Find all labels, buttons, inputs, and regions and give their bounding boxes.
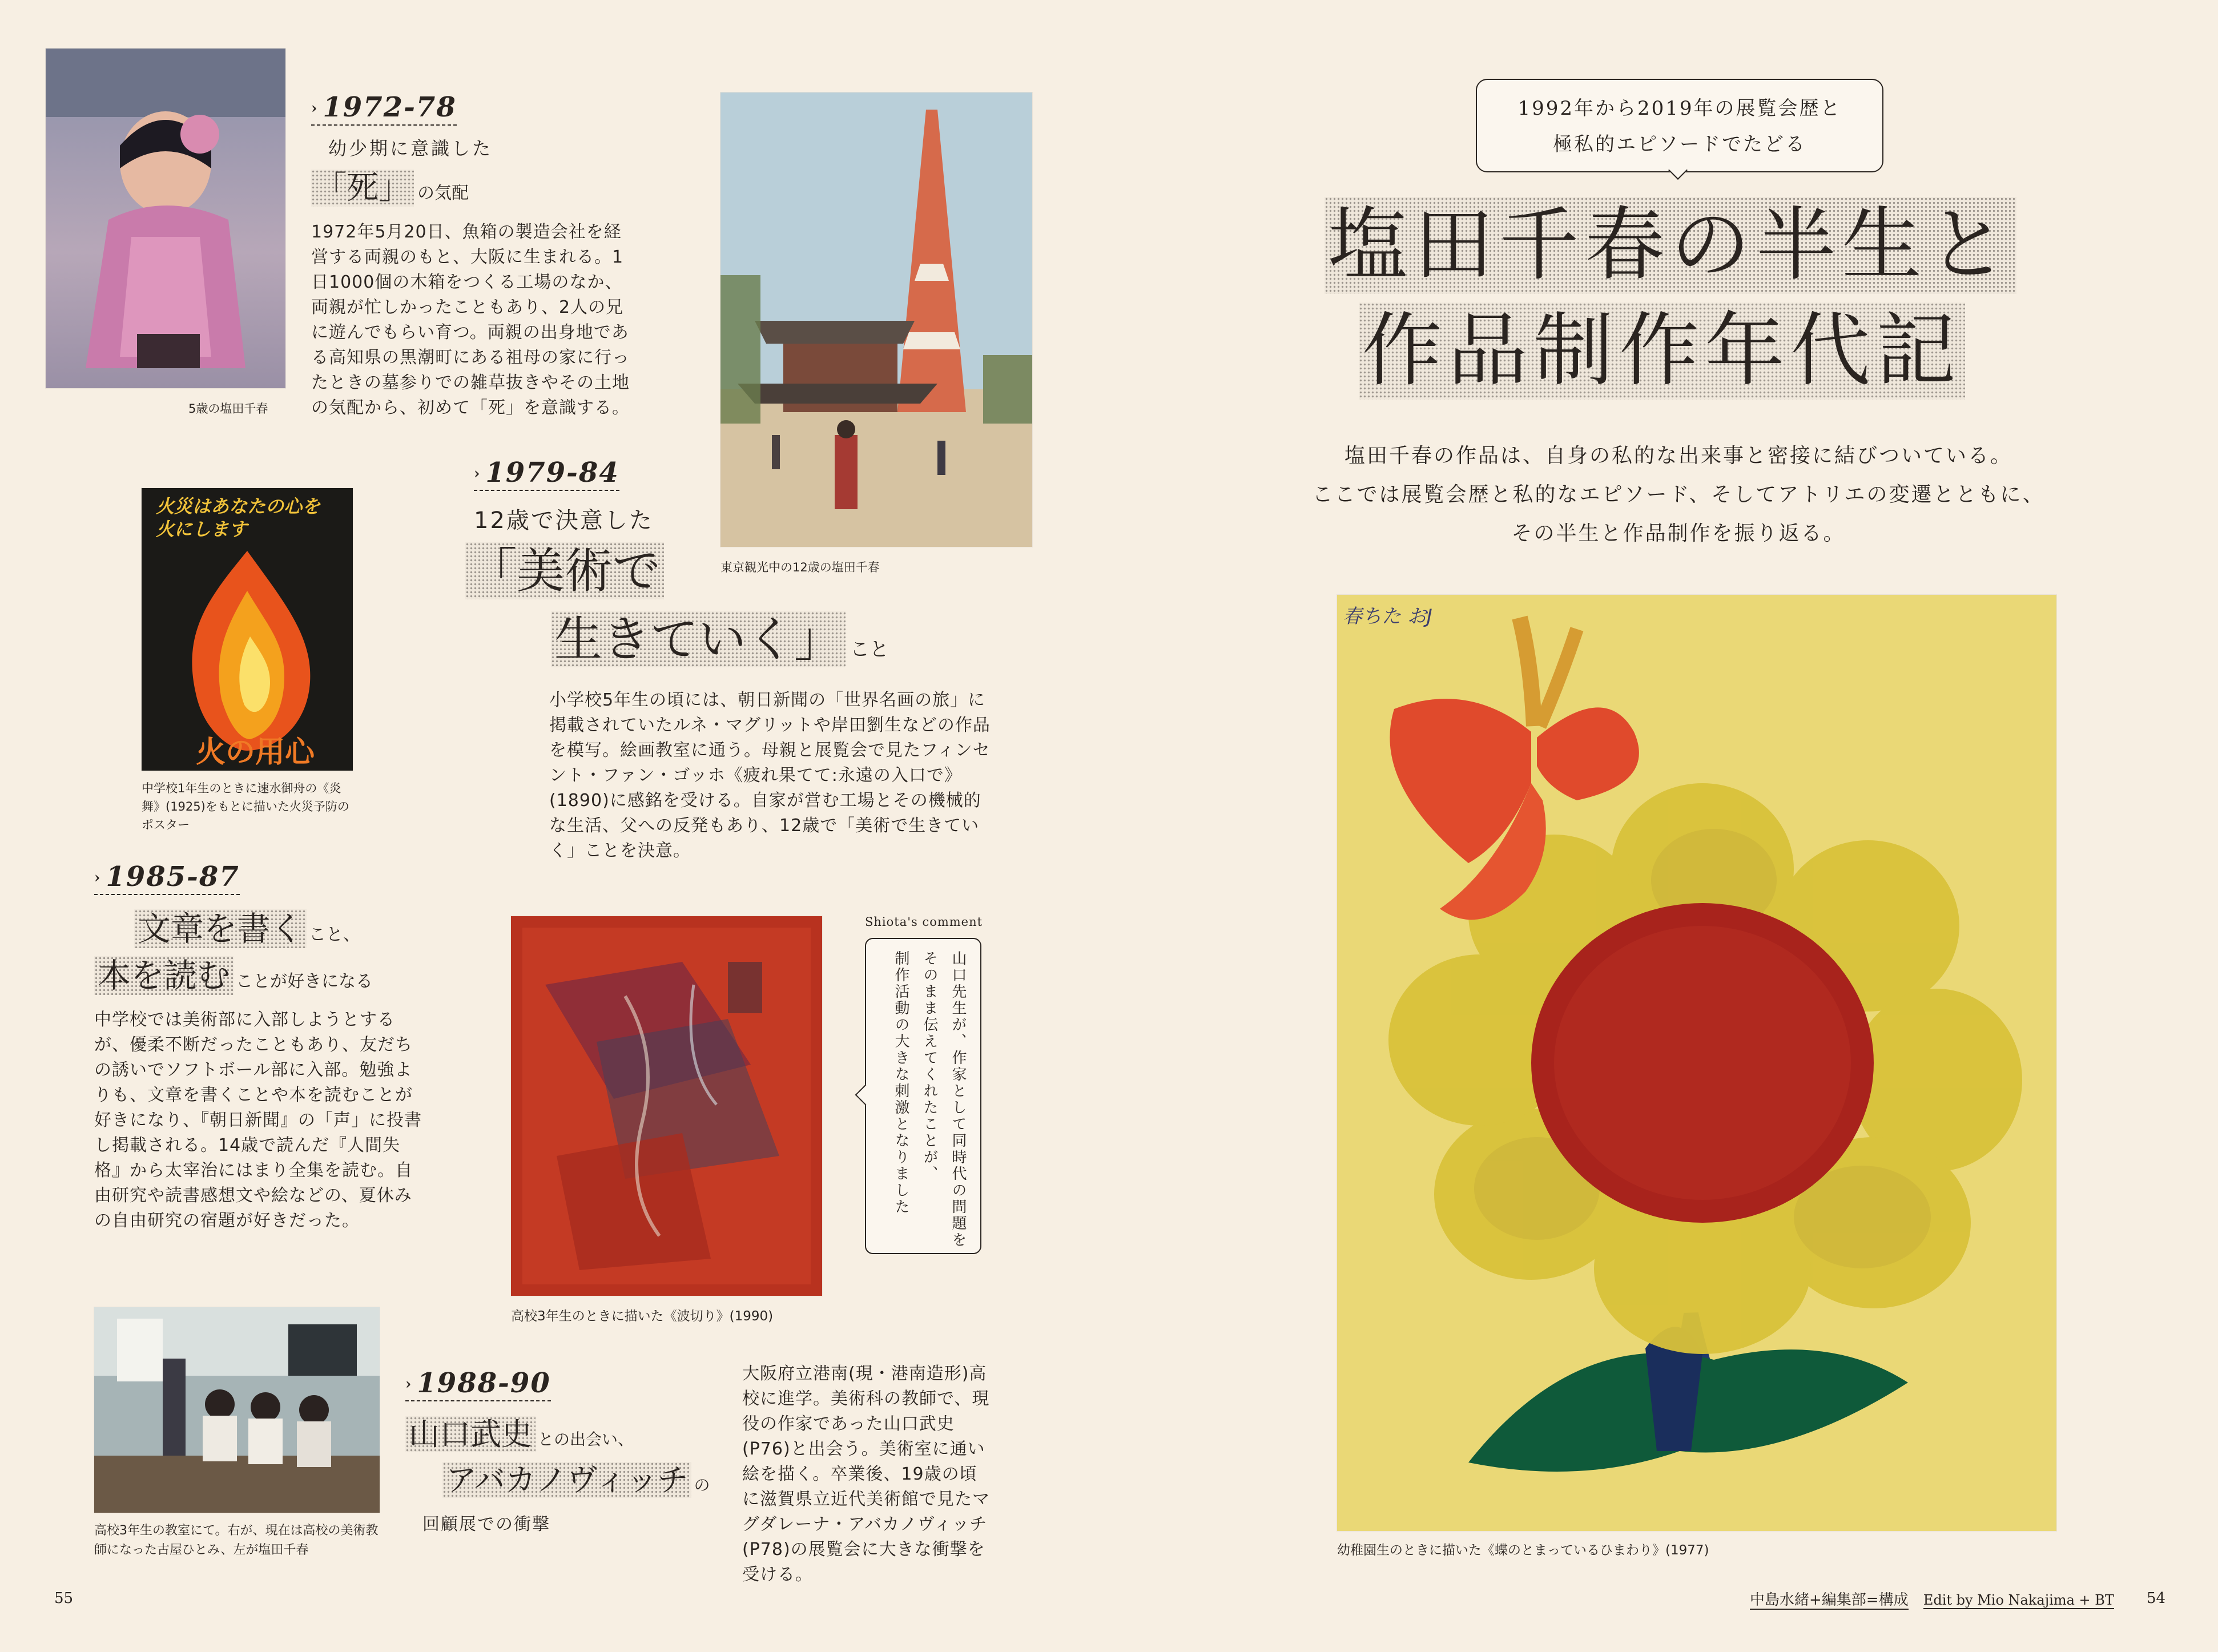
sec1985-heading-line1 (134, 902, 360, 950)
sec1979-heading-line1: 12歳で決意した (474, 507, 654, 534)
poster-fire-prevention (142, 488, 353, 771)
sec1979-heading-big1: 「美術で (465, 542, 664, 599)
year-1979-84-label: 1979-84 (485, 457, 619, 489)
photo-tokyo-tower-image (720, 92, 1032, 547)
page-number-right: 54 (2147, 1590, 2166, 1607)
lead-line1: 塩田千春の作品は、自身の私的な出来事と密接に結びついている。 (1344, 444, 2012, 468)
painting-namikiri-caption: 高校3年生のときに描いた《波切り》(1990) (511, 1309, 774, 1324)
intro-bubble (1476, 79, 1883, 172)
photo-tokyo-tower-caption: 東京観光中の12歳の塩田千春 (720, 561, 880, 574)
sec1988-heading-line3: 回顧展での衝撃 (422, 1514, 550, 1534)
sec1988-body: 大阪府立港南(現・港南造形)高校に進学。美術科の教師で、現役の作家であった山口武史(P76)と出会う。美術室に通い絵を描く。卒業後、19歳の頃に滋賀県立近代美術館で見たマグダレーナ・アバカノヴィッチ(P78)の展覧会に大きな衝撃を受ける。 (742, 1364, 990, 1585)
comment-col1: 山口先生が、作家として同時代の問題を (949, 950, 967, 1248)
credit (1750, 1588, 2114, 1609)
sec1979-body: 小学校5年生の頃には、朝日新聞の「世界名画の旅」に掲載されていたルネ・マグリットや岸田劉生などの作品を模写。絵画教室に通う。母親と展覧会で見たフィンセント・ファン・ゴッホ《疲れ果てて:永遠の入口で》(1890)に感銘を受ける。自家が営む工場とその機械的な生活、父への反発もあり、12歳で「美術で生きていく」ことを決意。 (549, 690, 991, 861)
page-title-line2: 作品制作年代記 (1359, 303, 1965, 400)
sec1985-heading-big2: 本を読む (94, 956, 234, 995)
painting-sunflower-inscription: 春ちた おJ (1343, 605, 1432, 628)
painting-sunflower (1337, 595, 2056, 1531)
sec1972-heading-small: の気配 (417, 183, 469, 203)
sec1979-heading-small: こと (850, 638, 889, 661)
sec1988-heading-big1: 山口武史 (405, 1416, 536, 1452)
photo-classroom (94, 1307, 380, 1513)
sec1985-heading-line2 (94, 949, 373, 997)
painting-sunflower-caption: 幼稚園生のときに描いた《蝶のとまっているひまわり》(1977) (1337, 1543, 1709, 1558)
intro-bubble-line1: 1992年から2019年の展覧会歴と (1517, 97, 1842, 120)
year-1979-84: › 1979-84 (474, 457, 619, 491)
year-1988-90-label: 1988-90 (417, 1367, 551, 1399)
poster-top-text: 火災はあなたの心を火にします (156, 495, 321, 540)
comment-bubble-tail (855, 1085, 876, 1106)
sec1985-heading-small2: ことが好きになる (236, 972, 373, 992)
credit-jp: 中島水緒+編集部=構成 (1750, 1591, 1909, 1609)
comment-label: Shiota's comment (865, 915, 983, 929)
photo-child-kimono-image (46, 49, 285, 388)
page-number-left: 55 (54, 1590, 74, 1607)
credit-en: Edit by Mio Nakajima + BT (1923, 1592, 2114, 1608)
sec1972-heading-big: 「死」 (311, 170, 414, 207)
sec1985-body: 中学校では美術部に入部しようとするが、優柔不断だったこともあり、友だちの誘いでソフトボール部に入部。勉強よりも、文章を書くことや本を読むことが好きになり、『朝日新聞』の「声」に投書し掲載される。14歳で読んだ『人間失格』から太宰治にはまり全集を読む。自由研究や読書感想文や絵などの、夏休みの自由研究の宿題が好きだった。 (94, 1010, 422, 1231)
sec1972-heading (311, 163, 469, 208)
year-1985-87-label: 1985-87 (106, 861, 240, 893)
painting-namikiri-image (511, 916, 822, 1296)
photo-classroom-image (94, 1307, 380, 1513)
lead-line2: ここでは展覧会歴と私的なエピソード、そしてアトリエの変遷とともに、 (1312, 483, 2045, 506)
sec1988-heading-line2 (442, 1456, 710, 1500)
year-1972-78: › 1972-78 (311, 91, 457, 126)
sec1985-heading-small1: こと、 (309, 925, 361, 945)
sec1979-heading-line3 (551, 611, 889, 668)
sec1979-heading-big2: 生きていく」 (551, 611, 846, 667)
poster-bottom-text: 火の用心 (196, 735, 315, 769)
sec1972-body: 1972年5月20日、魚箱の製造会社を経営する両親のもと、大阪に生まれる。1日1000個の木箱をつくる工場のなか、両親が忙しかったこともあり、2人の兄に遊んでもらい育つ。両親の出身地である高知県の黒潮町にある祖母の家に行ったときの墓参りでの雑草抜きやその土地の気配から、初めて「死」を意識する。 (311, 222, 630, 418)
sec1972-heading-line1: 幼少期に意識した (328, 138, 493, 159)
comment-col3: 制作活動の大きな刺激となりました (892, 950, 909, 1215)
sec1988-heading-line1 (405, 1410, 634, 1454)
sec1985-heading-big1: 文章を書く (134, 909, 307, 948)
photo-tokyo-tower (720, 92, 1032, 547)
painting-sunflower-image (1337, 595, 2056, 1531)
sec1988-heading-small2: の (694, 1476, 710, 1494)
poster-caption: 中学校1年生のときに速水御舟の《炎舞》(1925)をもとに描いた火災予防のポスター (142, 781, 349, 832)
photo-child-kimono (46, 49, 285, 388)
year-1988-90: › 1988-90 (405, 1367, 551, 1401)
comment-col2: そのまま伝えてくれたことが、 (921, 950, 938, 1182)
photo-child-kimono-caption: 5歳の塩田千春 (188, 402, 268, 416)
year-1972-78-label: 1972-78 (323, 91, 457, 123)
sec1988-heading-small1: との出会い、 (538, 1430, 634, 1449)
page-title-line1: 塩田千春の半生と (1325, 197, 2016, 294)
intro-bubble-line2: 極私的エピソードでたどる (1553, 133, 1806, 156)
painting-namikiri (511, 916, 822, 1296)
comment-bubble (865, 938, 981, 1254)
sec1988-heading-big2: アバカノヴィッチ (442, 1462, 691, 1498)
intro-bubble-tail (1668, 160, 1688, 180)
lead-line3: その半生と作品制作を振り返る。 (1511, 522, 1846, 545)
year-1985-87: › 1985-87 (94, 861, 240, 895)
photo-classroom-caption: 高校3年生の教室にて。右が、現在は高校の美術教師になった古屋ひとみ、左が塩田千春 (94, 1524, 379, 1557)
